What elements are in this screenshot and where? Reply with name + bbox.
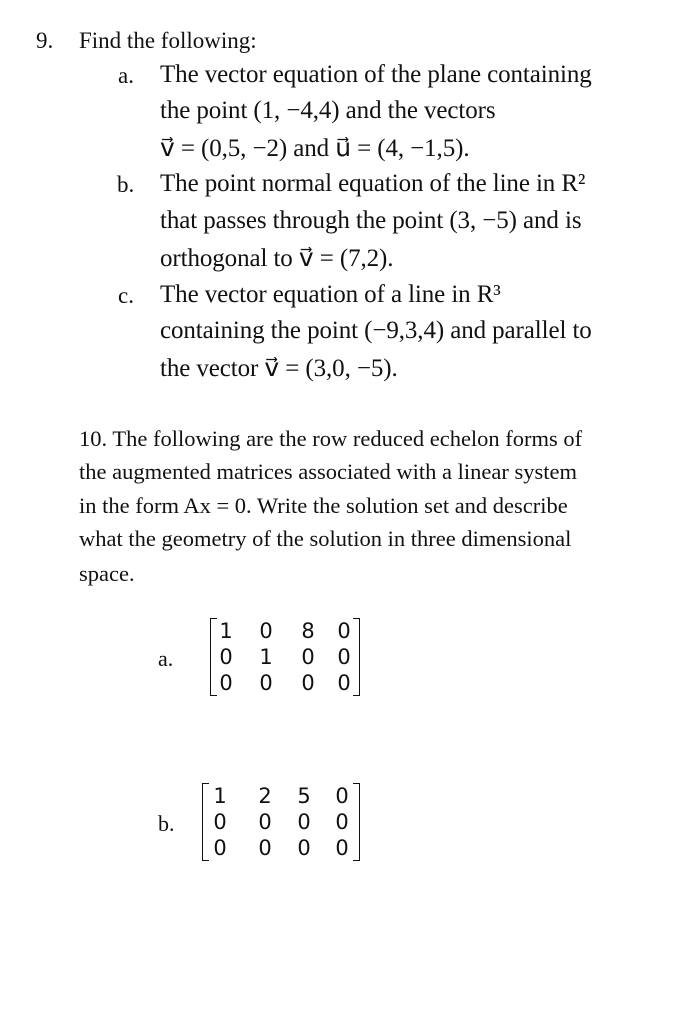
item-label: c.: [118, 283, 134, 308]
right-bracket: [353, 783, 360, 861]
item-line: The point normal equation of the line in R²: [160, 170, 586, 197]
matrix-cell: 0: [337, 645, 351, 669]
item-line: the vector v⃗ = (3,0, −5).: [160, 355, 398, 382]
matrix-cell: 0: [337, 671, 351, 695]
matrix-cell: 0: [301, 645, 315, 669]
matrix-cell: 0: [259, 619, 273, 643]
matrix-cell: 0: [297, 836, 311, 860]
left-bracket: [202, 783, 209, 861]
matrix-cell: 0: [259, 671, 273, 695]
matrix-cell: 0: [297, 810, 311, 834]
item-label: a.: [118, 63, 134, 88]
matrix-cell: 0: [213, 836, 227, 860]
matrix-b: [202, 783, 360, 861]
matrix-cell: 1: [259, 645, 273, 669]
problem-10-line: space.: [79, 561, 135, 586]
problem-10-line: the augmented matrices associated with a linear system: [79, 459, 577, 484]
matrix-cell: 0: [219, 671, 233, 695]
item-label: b.: [117, 172, 135, 197]
item-line: The vector equation of a line in R³: [160, 281, 501, 308]
matrix-cell: 8: [301, 619, 315, 643]
item-line: containing the point (−9,3,4) and parallel to: [160, 317, 592, 344]
matrix-cell: 0: [335, 810, 349, 834]
matrix-cell: 2: [258, 784, 272, 808]
matrix-cell: 0: [335, 836, 349, 860]
problem-10-line: in the form Ax = 0. Write the solution set and describe: [79, 493, 568, 518]
matrix-cell: 0: [213, 810, 227, 834]
matrix-cell: 0: [258, 810, 272, 834]
item-line: the point (1, −4,4) and the vectors: [160, 97, 496, 124]
matrix-cell: 0: [337, 619, 351, 643]
matrix-b-label: b.: [158, 811, 175, 836]
matrix-cell: 0: [301, 671, 315, 695]
item-line: that passes through the point (3, −5) and is: [160, 207, 582, 234]
matrix-cell: 0: [335, 784, 349, 808]
item-line: v⃗ = (0,5, −2) and u⃗ = (4, −1,5).: [160, 135, 470, 162]
matrix-a: [210, 618, 360, 696]
right-bracket: [353, 618, 360, 696]
matrix-cell: 0: [258, 836, 272, 860]
matrix-cell: 1: [219, 619, 233, 643]
matrix-cell: 5: [297, 784, 311, 808]
matrix-a-label: a.: [158, 646, 174, 671]
matrix-cell: 0: [219, 645, 233, 669]
matrix-cell: 1: [213, 784, 227, 808]
problem-10-line: what the geometry of the solution in three dimensional: [79, 526, 572, 551]
problem-10-line: 10. The following are the row reduced echelon forms of: [79, 426, 583, 451]
problem-9-title: Find the following:: [79, 28, 257, 53]
problem-9-number: 9.: [36, 28, 54, 53]
item-line: The vector equation of the plane containing: [160, 61, 592, 88]
item-line: orthogonal to v⃗ = (7,2).: [160, 245, 394, 272]
